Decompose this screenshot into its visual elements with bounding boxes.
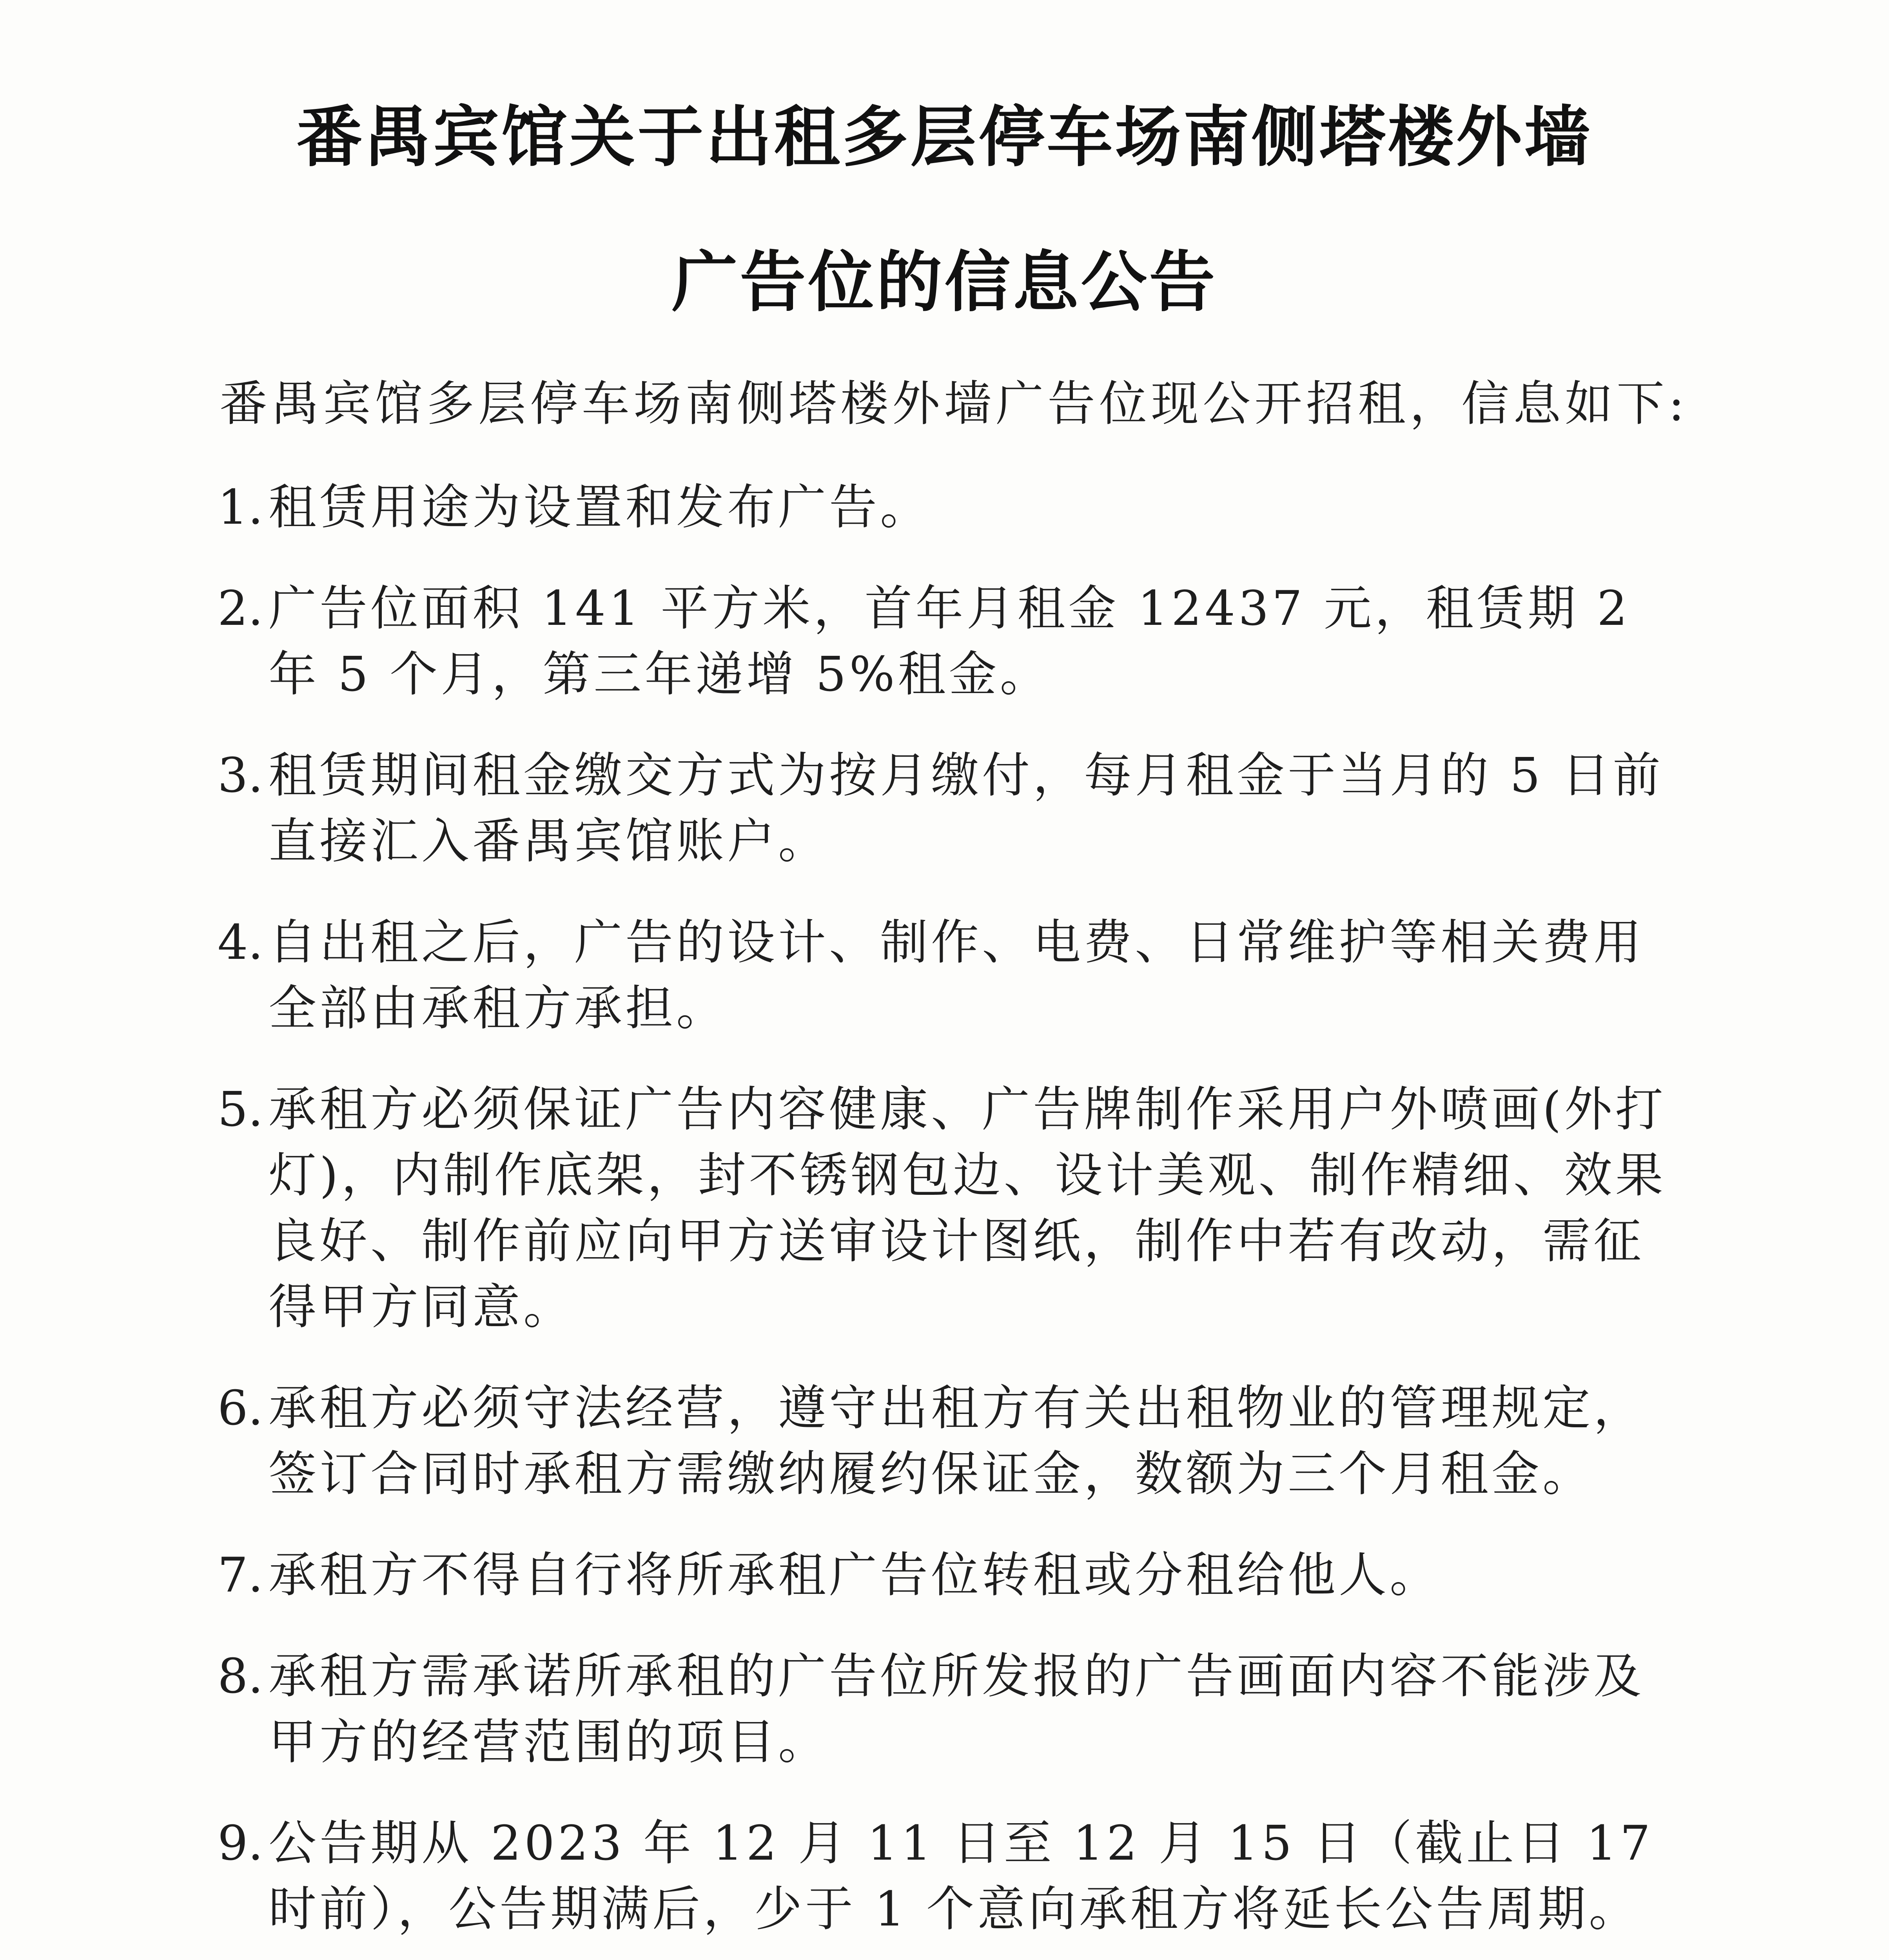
item-text: 广告位面积 141 平方米，首年月租金 12437 元，租赁期 2 年 5 个月，第三年递增 5%租金。 <box>269 581 1631 702</box>
item-number: 9. <box>218 1815 263 1871</box>
item-number: 3. <box>218 748 263 803</box>
notice-item-1 <box>218 474 1691 540</box>
notice-item-9 <box>218 1810 1691 1942</box>
item-text: 租赁期间租金缴交方式为按月缴付，每月租金于当月的 5 日前直接汇入番禺宾馆账户。 <box>269 748 1664 869</box>
notice-item-6 <box>218 1375 1691 1507</box>
notice-items-list <box>218 474 1691 1960</box>
notice-item-5 <box>218 1076 1691 1340</box>
item-text: 自出租之后，广告的设计、制作、电费、日常维护等相关费用全部由承租方承担。 <box>269 915 1644 1036</box>
item-number: 5. <box>218 1082 263 1137</box>
item-text: 承租方必须保证广告内容健康、广告牌制作采用户外喷画(外打灯)，内制作底架，封不锈钢包边、设计美观、制作精细、效果良好、制作前应向甲方送审设计图纸，制作中若有改动，需征得甲方同意。 <box>269 1082 1666 1335</box>
notice-item-3 <box>218 742 1691 874</box>
item-number: 2. <box>218 581 263 636</box>
item-number: 6. <box>218 1380 263 1436</box>
item-number: 4. <box>218 915 263 970</box>
item-text: 租赁用途为设置和发布广告。 <box>269 479 931 535</box>
item-text: 承租方必须守法经营，遵守出租方有关出租物业的管理规定，签订合同时承租方需缴纳履约保证金，数额为三个月租金。 <box>269 1380 1644 1502</box>
item-text: 承租方不得自行将所承租广告位转租或分租给他人。 <box>269 1547 1441 1603</box>
item-number: 1. <box>218 479 263 535</box>
notice-title-line-1: 番禺宾馆关于出租多层停车场南侧塔楼外墙 <box>296 99 1593 176</box>
item-number: 7. <box>218 1547 263 1603</box>
notice-intro: 番禺宾馆多层停车场南侧塔楼外墙广告位现公开招租，信息如下: <box>220 376 1689 432</box>
item-text: 承租方需承诺所承租的广告位所发报的广告画面内容不能涉及甲方的经营范围的项目。 <box>269 1648 1644 1770</box>
notice-item-8 <box>218 1643 1691 1775</box>
notice-item-4 <box>218 909 1691 1041</box>
notice-title-line-2: 广告位的信息公告 <box>671 244 1218 321</box>
item-number: 8. <box>218 1648 263 1704</box>
notice-item-7 <box>218 1542 1691 1608</box>
item-text: 公告期从 2023 年 12 月 11 日至 12 月 15 日（截止日 17 时前），公告期满后，少于 1 个意向承租方将延长公告周期。 <box>269 1815 1654 1937</box>
notice-item-2 <box>218 575 1691 707</box>
